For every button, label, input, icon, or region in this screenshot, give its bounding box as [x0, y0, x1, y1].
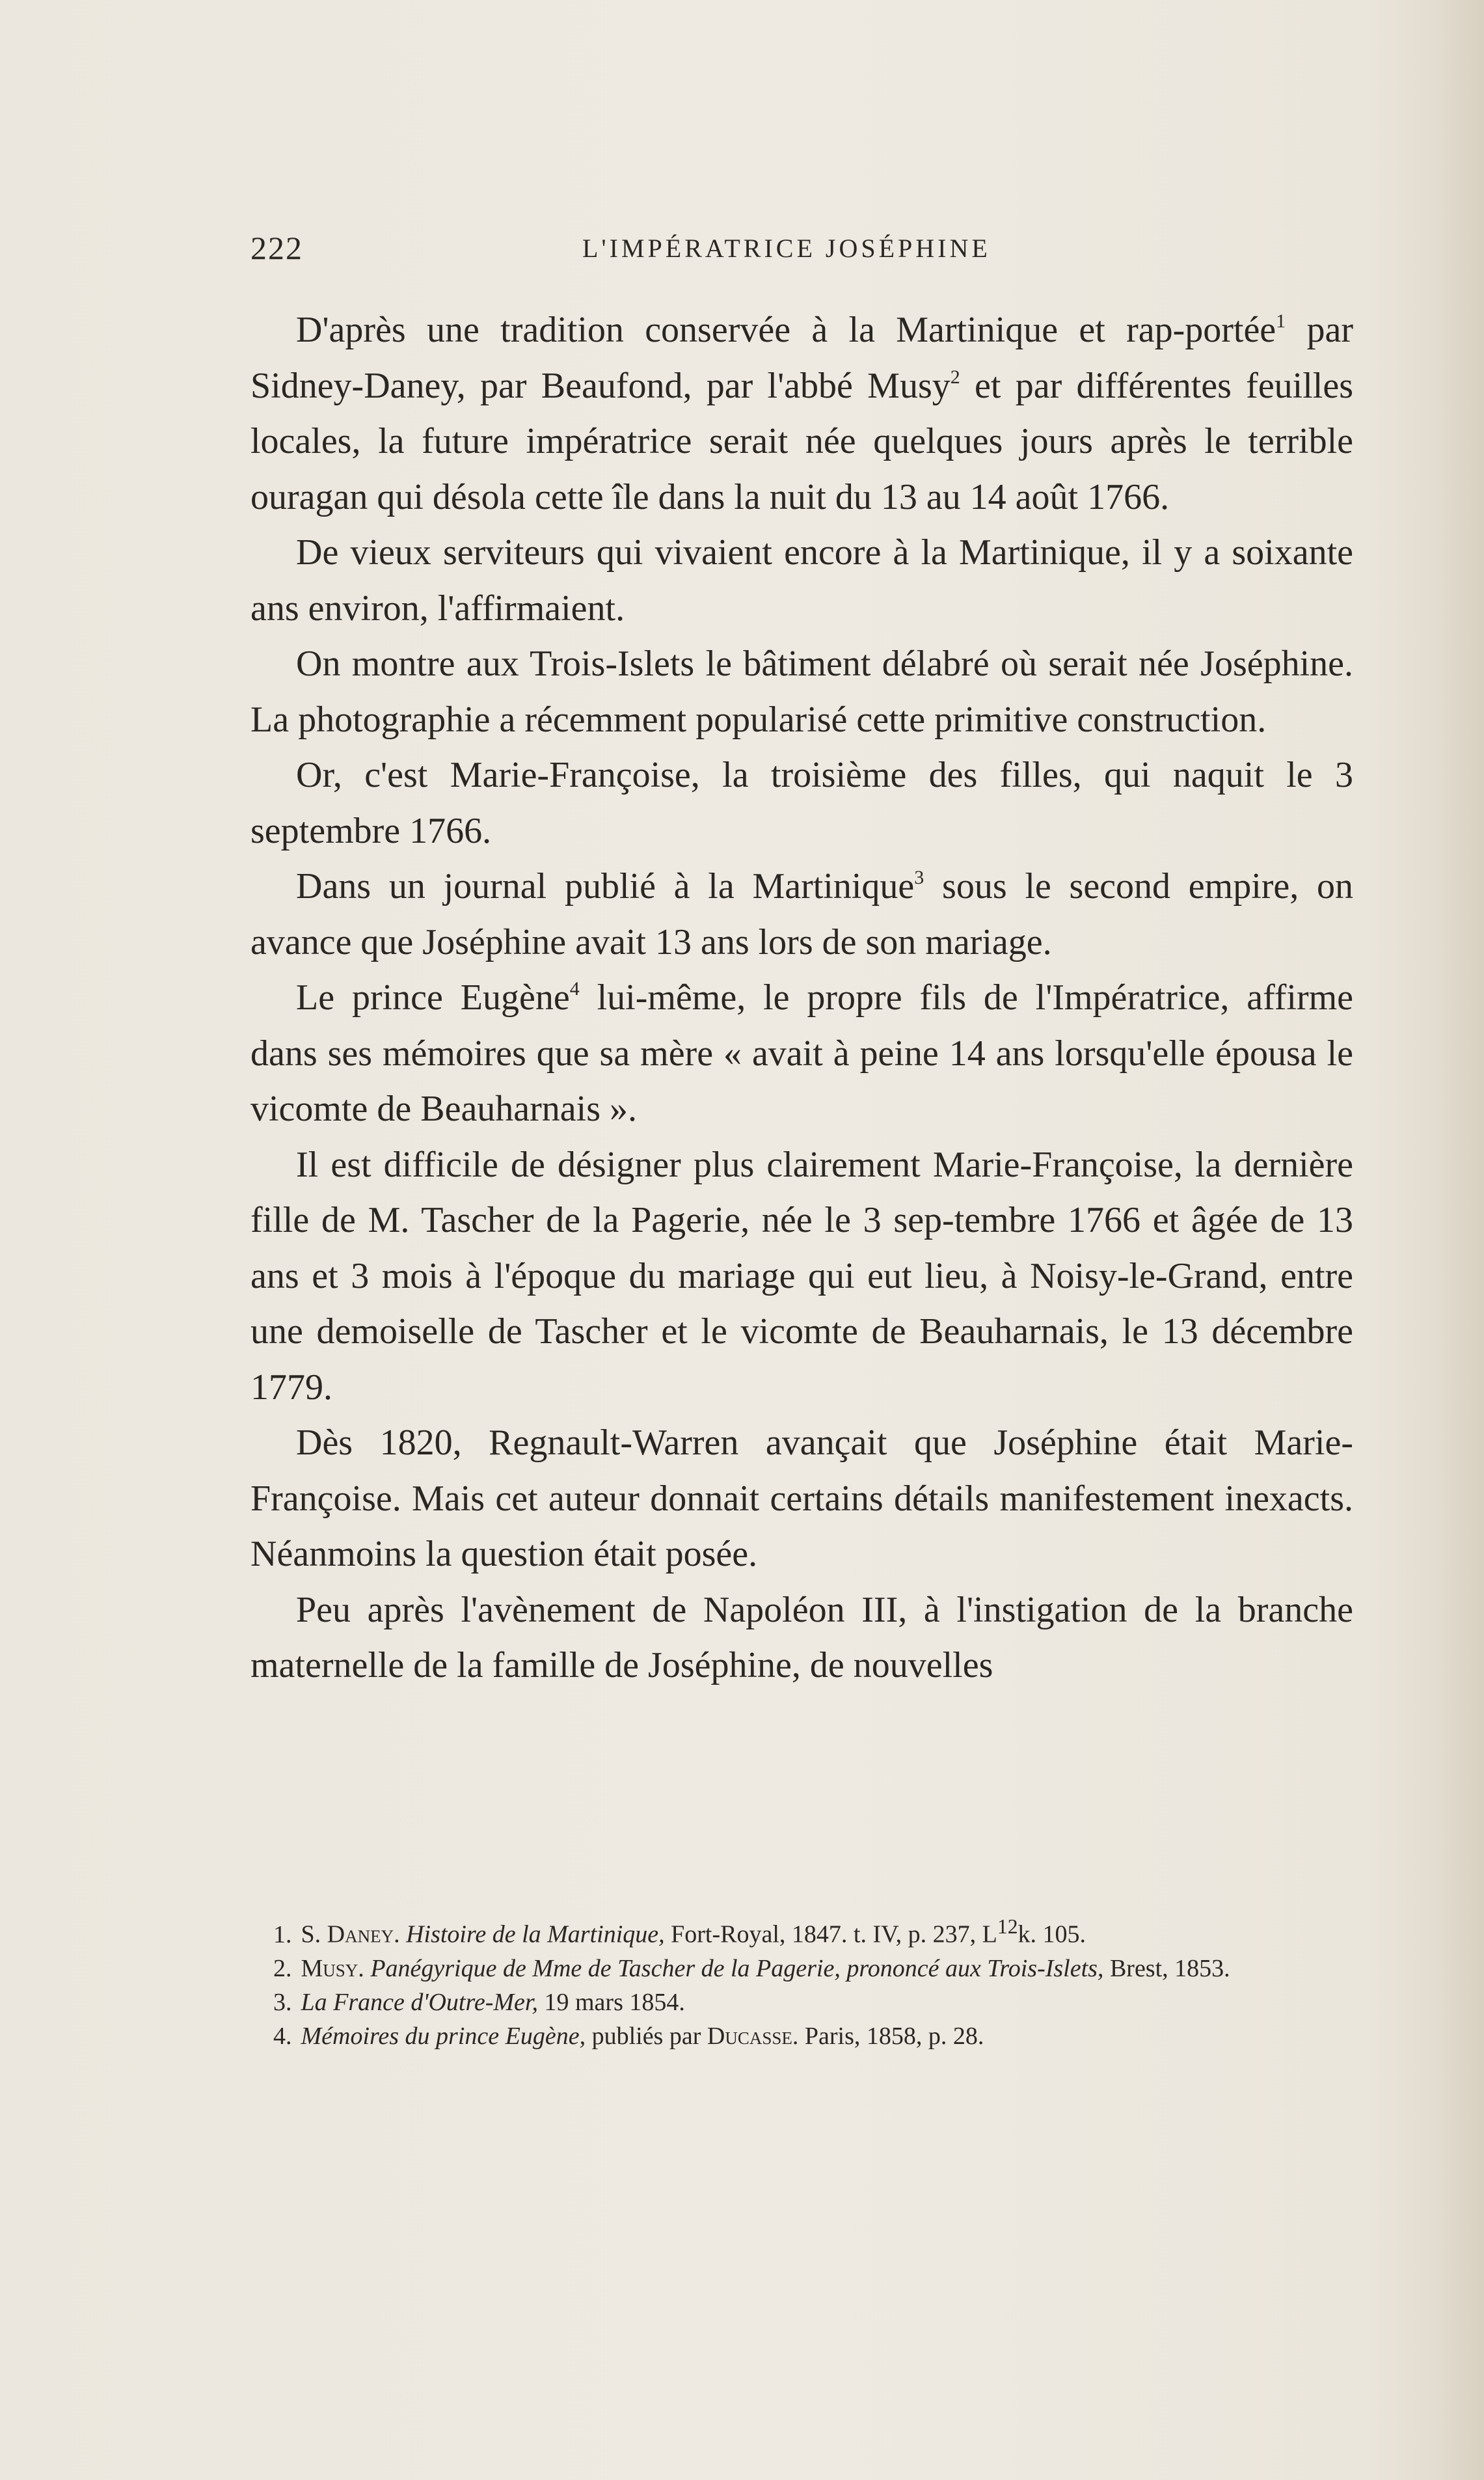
footnote-1-sup: 12 [997, 1915, 1018, 1938]
footnote-4-title: Mémoires du prince Eugène, [301, 2022, 586, 2050]
paragraph-1-text-b: par Sidney-Daney, par Beaufond, par l'abbé Musy [250, 310, 1353, 406]
footnote-3-number: 3. [273, 1988, 292, 2016]
footnote-1-rest2: k. 105. [1018, 1920, 1086, 1948]
footnote-ref-3: 3 [914, 867, 924, 888]
footnote-1-author: S. Daney. [301, 1920, 400, 1948]
footnote-2-title: Panégyrique de Mme de Tascher de la Pagerie, prononcé aux Trois-Islets, [370, 1954, 1104, 1982]
body-text [250, 303, 1353, 1694]
paragraph-6-text-a: Le prince Eugène [296, 977, 570, 1018]
paragraph-8: Dès 1820, Regnault-Warren avançait que Joséphine était Marie-Françoise. Mais cet auteur donnait certains détails manifestement inexacts. Néanmoins la question était posée. [250, 1423, 1353, 1574]
running-title: L'IMPÉRATRICE JOSÉPHINE [582, 234, 991, 263]
footnote-2-author: Musy. [301, 1954, 364, 1982]
paragraph-5-text-a: Dans un journal publié à la Martinique [296, 866, 915, 906]
footnote-ref-4: 4 [569, 978, 580, 1000]
paragraph-1-text-a: D'après une tradition conservée à la Martinique et rap-portée [296, 310, 1276, 350]
paragraph-1-text-c: et par différentes feuilles locales, la future impératrice serait née quelques jours après le terrible ouragan qui désola cette île dans la nuit du 13 au 14 août 1766. [250, 365, 1353, 517]
footnote-4-rest: publiés par [586, 2022, 707, 2050]
footnote-ref-1: 1 [1276, 310, 1286, 332]
footnote-3-title: La France d'Outre-Mer, [301, 1988, 538, 2016]
footnote-2-number: 2. [273, 1954, 292, 1982]
footnote-2-rest: Brest, 1853. [1103, 1954, 1230, 1982]
footnote-2 [250, 1952, 1353, 1985]
footnote-1-rest: Fort-Royal, 1847. t. IV, p. 237, L [664, 1920, 997, 1948]
footnote-1-title: Histoire de la Martinique, [406, 1920, 665, 1948]
footnote-4-rest2: Paris, 1858, p. 28. [798, 2022, 984, 2050]
paragraph-7: Il est difficile de désigner plus clairement Marie-Françoise, la dernière fille de M. Tascher de la Pagerie, née le 3 sep-tembre 1766 et âgée de 13 ans et 3 mois à l'époque du mariage qui eut lieu, à Noisy-le-Grand, entre une demoiselle de Tascher et le vicomte de Beauharnais, le 13 décembre 1779. [250, 1144, 1353, 1408]
paragraph-4: Or, c'est Marie-Françoise, la troisième des filles, qui naquit le 3 septembre 1766. [250, 755, 1353, 851]
footnote-3 [250, 1985, 1353, 2019]
footnote-4-number: 4. [273, 2022, 292, 2050]
footnote-ref-2: 2 [950, 366, 960, 388]
page-header [250, 229, 1356, 275]
footnote-4 [250, 2019, 1353, 2053]
footnote-4-author: Ducasse. [707, 2022, 799, 2050]
paragraph-6 [250, 970, 1353, 1138]
paragraph-5 [250, 859, 1353, 970]
page-number: 222 [250, 230, 303, 266]
paragraph-1 [250, 303, 1353, 525]
paragraph-5-text-b: sous le second empire, on avance que Joséphine avait 13 ans lors de son mariage. [250, 866, 1354, 962]
footnote-1-number: 1. [273, 1920, 292, 1948]
paragraph-3: On montre aux Trois-Islets le bâtiment délabré où serait née Joséphine. La photographie a récemment popularisé cette primitive construction. [250, 644, 1353, 740]
paragraph-6-text-b: lui-même, le propre fils de l'Impératrice, affirme dans ses mémoires que sa mère « avait à peine 14 ans lorsqu'elle épousa le vicomte de Beauharnais ». [250, 977, 1354, 1129]
paragraph-9: Peu après l'avènement de Napoléon III, à l'instigation de la branche maternelle de la famille de Joséphine, de nouvelles [250, 1589, 1353, 1685]
footnote-3-rest: 19 mars 1854. [538, 1988, 685, 2016]
footnote-1 [250, 1910, 1353, 1952]
paragraph-2: De vieux serviteurs qui vivaient encore à la Martinique, il y a soixante ans environ, l'affirmaient. [250, 532, 1353, 629]
footnotes [250, 1910, 1353, 2053]
